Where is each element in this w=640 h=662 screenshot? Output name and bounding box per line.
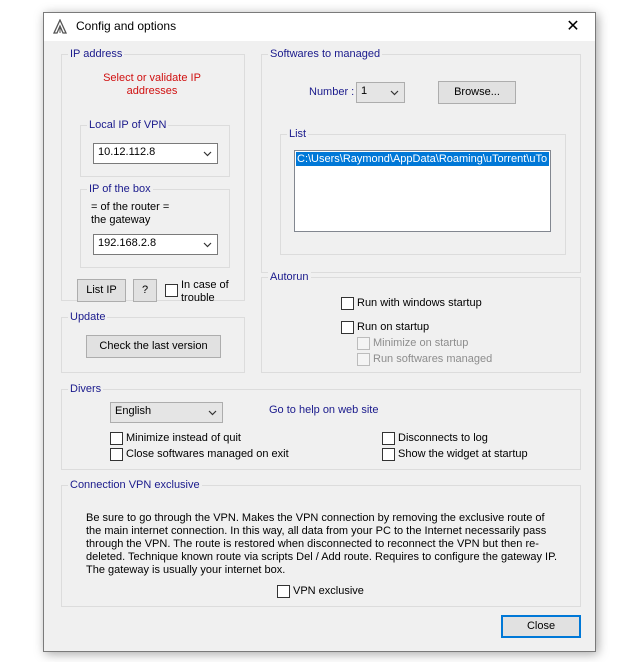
minimize-on-startup-checkbox[interactable] bbox=[357, 337, 370, 350]
number-select[interactable] bbox=[356, 82, 405, 103]
chevron-down-icon bbox=[390, 88, 399, 97]
box-ip-group bbox=[80, 183, 230, 268]
show-widget-checkbox[interactable] bbox=[382, 448, 395, 461]
close-button[interactable]: Close bbox=[501, 615, 581, 638]
minimize-instead-checkbox[interactable] bbox=[110, 432, 123, 445]
close-softwares-label: Close softwares managed on exit bbox=[126, 448, 289, 460]
vpn-exclusive-checkbox[interactable] bbox=[277, 585, 290, 598]
ip-address-group bbox=[61, 48, 245, 304]
browse-button[interactable]: Browse... bbox=[438, 81, 516, 104]
language-value: English bbox=[115, 405, 152, 417]
local-ip-legend: Local IP of VPN bbox=[89, 119, 167, 131]
trouble-checkbox[interactable] bbox=[165, 284, 178, 297]
run-softwares-managed-label: Run softwares managed bbox=[373, 353, 493, 365]
vpn-exclusive-legend: Connection VPN exclusive bbox=[70, 479, 200, 491]
box-ip-select[interactable] bbox=[93, 234, 218, 255]
divers-legend: Divers bbox=[70, 383, 102, 395]
chevron-down-icon bbox=[203, 149, 212, 158]
minimize-on-startup-label: Minimize on startup bbox=[373, 337, 469, 349]
trouble-label-2: trouble bbox=[181, 292, 215, 304]
autorun-legend: Autorun bbox=[270, 271, 309, 283]
close-softwares-checkbox[interactable] bbox=[110, 448, 123, 461]
title-bar bbox=[44, 13, 595, 41]
box-ip-note-2: the gateway bbox=[91, 214, 151, 226]
box-ip-legend: IP of the box bbox=[89, 183, 151, 195]
window-title: Config and options bbox=[76, 19, 177, 33]
vpn-exclusive-group bbox=[61, 479, 581, 607]
autorun-group bbox=[261, 271, 581, 373]
list-legend: List bbox=[289, 128, 307, 140]
run-on-startup-label: Run on startup bbox=[357, 321, 430, 333]
divers-group bbox=[61, 383, 581, 470]
box-ip-note-1: = of the router = bbox=[91, 201, 170, 213]
disconnects-log-label: Disconnects to log bbox=[398, 432, 488, 444]
run-on-startup-checkbox[interactable] bbox=[341, 321, 354, 334]
help-button[interactable]: ? bbox=[133, 279, 157, 302]
update-legend: Update bbox=[70, 311, 106, 323]
list-item[interactable]: C:\Users\Raymond\AppData\Roaming\uTorrent\uTo bbox=[297, 153, 548, 165]
chevron-down-icon bbox=[208, 408, 217, 417]
ip-address-legend: IP address bbox=[70, 48, 123, 60]
trouble-label-1: In case of bbox=[181, 279, 229, 291]
softwares-legend: Softwares to managed bbox=[270, 48, 381, 60]
language-select[interactable] bbox=[110, 402, 223, 423]
help-web-link[interactable]: Go to help on web site bbox=[269, 404, 379, 416]
show-widget-label: Show the widget at startup bbox=[398, 448, 528, 460]
vpn-description: Be sure to go through the VPN. Makes the VPN connection by removing the exclusive route of the main internet connection. In this way, all data from your PC to the Internet necessarily pass through the VPN. The route is restored when disconnected to reconnect the VPN but then re-deleted. Technique known route via scripts Del / Add route. Requires to configure the gateway IP. The gateway is usually your internet box. bbox=[86, 512, 558, 576]
run-softwares-managed-checkbox[interactable] bbox=[357, 353, 370, 366]
config-dialog bbox=[43, 12, 596, 652]
disconnects-log-checkbox[interactable] bbox=[382, 432, 395, 445]
list-group bbox=[280, 128, 566, 255]
list-ip-button[interactable]: List IP bbox=[77, 279, 126, 302]
local-ip-select[interactable] bbox=[93, 143, 218, 164]
box-ip-value: 192.168.2.8 bbox=[98, 237, 157, 249]
close-icon: ✕ bbox=[566, 18, 580, 35]
update-group bbox=[61, 311, 245, 373]
check-version-button[interactable]: Check the last version bbox=[86, 335, 221, 358]
softwares-group bbox=[261, 48, 581, 273]
close-window-button[interactable] bbox=[551, 13, 595, 41]
number-label: Number : bbox=[309, 86, 355, 98]
vpn-exclusive-label: VPN exclusive bbox=[293, 585, 364, 597]
run-with-windows-checkbox[interactable] bbox=[341, 297, 354, 310]
ip-warning-text: Select or validate IP addresses bbox=[103, 72, 201, 97]
local-ip-group bbox=[80, 119, 230, 177]
software-listbox[interactable] bbox=[294, 150, 551, 232]
minimize-instead-label: Minimize instead of quit bbox=[126, 432, 241, 444]
run-with-windows-label: Run with windows startup bbox=[357, 297, 482, 309]
local-ip-value: 10.12.112.8 bbox=[98, 146, 156, 158]
app-icon bbox=[52, 19, 68, 35]
number-value: 1 bbox=[361, 85, 368, 97]
chevron-down-icon bbox=[203, 240, 212, 249]
